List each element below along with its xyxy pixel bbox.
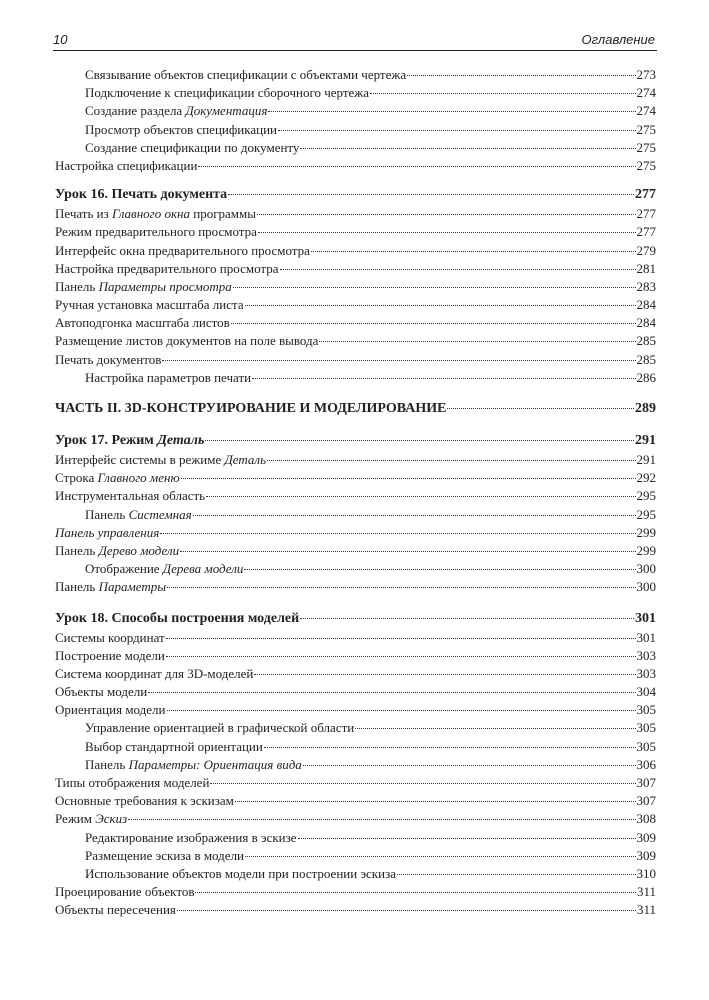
toc-entry-title xyxy=(55,451,266,469)
toc-lesson-heading xyxy=(55,184,656,205)
dot-leader xyxy=(210,782,635,784)
title-text-tail: программы xyxy=(190,206,256,222)
toc-entry-title xyxy=(55,810,127,828)
toc-entry-title xyxy=(85,738,263,756)
toc-page-number: 295 xyxy=(636,506,656,522)
toc-page-number: 277 xyxy=(636,206,656,222)
dot-leader xyxy=(128,818,635,820)
dot-leader xyxy=(280,268,636,270)
toc-entry-title xyxy=(55,157,197,175)
toc-page-number: 305 xyxy=(636,702,656,718)
toc-entry-title xyxy=(55,332,318,350)
toc-entry-title xyxy=(55,205,256,223)
toc-entry xyxy=(55,683,656,701)
toc-entry-title xyxy=(85,506,192,524)
toc-entry-title xyxy=(85,139,299,157)
toc-page-number: 301 xyxy=(636,629,656,645)
toc-page-number: 305 xyxy=(636,720,656,736)
toc-page-number: 311 xyxy=(636,902,656,918)
title-text: Панель xyxy=(85,756,129,772)
toc-page-number: 285 xyxy=(636,351,656,367)
toc-entry-title xyxy=(85,829,297,847)
title-text: Урок 18. Способы построения моделей xyxy=(55,610,300,626)
toc-page-number: 275 xyxy=(636,121,656,137)
toc-entry-title xyxy=(55,487,205,505)
toc-page-number: 303 xyxy=(636,647,656,663)
toc-entry-title xyxy=(55,683,147,701)
dot-leader xyxy=(148,691,635,693)
title-text: Автоподгонка масштаба листов xyxy=(55,315,230,331)
toc-entry xyxy=(55,647,656,665)
toc-entry xyxy=(55,260,656,278)
dot-leader xyxy=(167,709,636,711)
dot-leader xyxy=(235,800,636,802)
toc-page-number: 310 xyxy=(636,865,656,881)
dot-leader xyxy=(257,213,636,215)
title-italic-text: Деталь xyxy=(224,452,266,467)
toc-entry xyxy=(55,314,656,332)
title-text: Печать документов xyxy=(55,351,162,367)
toc-entry-title xyxy=(85,66,406,84)
title-text: Отображение xyxy=(85,561,163,577)
toc-entry xyxy=(55,883,656,901)
toc-entry-title xyxy=(85,369,251,387)
toc-entry-title xyxy=(55,278,232,296)
dot-leader xyxy=(254,673,635,675)
toc-lesson-heading xyxy=(55,430,656,451)
toc-entry xyxy=(55,629,656,647)
toc-entry xyxy=(55,296,656,314)
dot-leader xyxy=(167,586,635,588)
toc-entry-title xyxy=(55,398,446,419)
title-italic-text: Дерева модели xyxy=(162,561,244,577)
toc-page-number: 274 xyxy=(636,85,656,101)
toc-entry xyxy=(55,506,656,524)
toc-entry-title xyxy=(85,102,267,120)
title-text: Размещение эскиза в модели xyxy=(85,847,245,863)
toc-entry-title xyxy=(55,647,165,665)
toc-entry xyxy=(55,901,656,919)
dot-leader xyxy=(244,568,635,570)
toc-entry-title xyxy=(55,774,209,792)
toc-entry xyxy=(55,701,656,719)
title-text: Ориентация модели xyxy=(55,702,166,718)
toc-entry-title xyxy=(55,296,244,314)
toc-entry xyxy=(55,66,656,84)
dot-leader xyxy=(166,655,636,657)
toc-entry-title xyxy=(85,719,354,737)
toc-entry-title xyxy=(55,351,161,369)
dot-leader xyxy=(181,477,636,479)
toc-entry xyxy=(55,719,656,737)
dot-leader xyxy=(233,286,636,288)
toc-entry xyxy=(55,369,656,387)
toc-entry xyxy=(55,810,656,828)
dot-leader xyxy=(162,359,635,361)
toc-entry-title xyxy=(85,121,277,139)
toc-page-number: 306 xyxy=(636,756,656,772)
dot-leader xyxy=(407,74,635,76)
dot-leader xyxy=(245,304,636,306)
dot-leader xyxy=(228,193,634,195)
toc-entry-title xyxy=(55,542,179,560)
dot-leader xyxy=(311,250,636,252)
toc-entry xyxy=(55,102,656,120)
dot-leader xyxy=(355,727,635,729)
title-text: Проецирование объектов xyxy=(55,884,195,900)
title-text: Управление ориентацией в графической области xyxy=(85,720,355,736)
toc-page-number: 299 xyxy=(636,524,656,540)
toc-entry xyxy=(55,139,656,157)
title-italic-text: Параметры: Ориентация вида xyxy=(128,756,302,772)
dot-leader xyxy=(160,532,635,534)
dot-leader xyxy=(370,92,635,94)
toc-entry xyxy=(55,542,656,560)
title-italic-text: Деталь xyxy=(157,433,205,448)
dot-leader xyxy=(258,231,636,233)
toc-entry xyxy=(55,738,656,756)
title-italic-text: Эскиз xyxy=(95,811,128,827)
toc-page-number: 291 xyxy=(635,433,656,448)
toc-entry xyxy=(55,121,656,139)
toc-lesson-heading xyxy=(55,608,656,629)
title-text: Настройка спецификации xyxy=(55,157,198,173)
dot-leader xyxy=(205,439,634,441)
toc-entry-title xyxy=(55,260,279,278)
title-text: Урок 16. Печать документа xyxy=(55,187,228,203)
toc-entry-title xyxy=(55,792,234,810)
toc-page-number: 277 xyxy=(636,224,656,240)
title-text: Выбор стандартной ориентации xyxy=(85,738,263,754)
section-gap xyxy=(55,175,656,184)
toc-page-number: 275 xyxy=(636,157,656,173)
toc-page-number: 299 xyxy=(636,542,656,558)
toc-page-number: 301 xyxy=(635,610,656,626)
title-text: Создание раздела xyxy=(85,103,186,119)
title-text: Панель xyxy=(55,579,99,595)
dot-leader xyxy=(177,909,636,911)
toc-entry xyxy=(55,487,656,505)
title-text: Использование объектов модели при построении эскиза xyxy=(85,865,396,881)
dot-leader xyxy=(252,377,635,379)
toc-page-number: 307 xyxy=(636,775,656,790)
toc-entry-title xyxy=(55,469,180,487)
running-title: Оглавление xyxy=(581,32,655,47)
toc-entry-title xyxy=(85,756,302,774)
dot-leader xyxy=(195,891,635,893)
section-gap xyxy=(55,387,656,398)
title-text: Режим xyxy=(55,811,96,827)
title-italic-text: Параметры просмотра xyxy=(98,278,232,294)
toc-part-heading xyxy=(55,398,656,419)
toc-page-number: 291 xyxy=(636,452,656,467)
dot-leader xyxy=(319,340,635,342)
toc-page-number: 307 xyxy=(636,793,656,809)
toc-page-number: 303 xyxy=(636,665,656,681)
toc-entry-title xyxy=(55,223,257,241)
toc-entry-title xyxy=(85,84,369,102)
title-italic-text: Панель управления xyxy=(55,524,160,540)
toc-entry-title xyxy=(55,665,253,683)
dot-leader xyxy=(245,855,635,857)
toc-entry xyxy=(55,205,656,223)
toc-entry-title xyxy=(55,314,230,332)
dot-leader xyxy=(397,873,636,875)
toc-entry xyxy=(55,665,656,683)
toc-entry-title xyxy=(55,608,299,629)
dot-leader xyxy=(298,837,636,839)
title-text: Печать из xyxy=(55,206,113,222)
title-text: Режим предварительного просмотра xyxy=(55,224,257,240)
title-italic-text: Документация xyxy=(185,103,268,119)
title-text: Настройка параметров печати xyxy=(85,369,252,385)
dot-leader xyxy=(267,459,636,461)
toc-page-number: 273 xyxy=(636,67,656,82)
title-text: Урок 17. Режим xyxy=(55,433,158,448)
dot-leader xyxy=(206,495,635,497)
title-text: Основные требования к эскизам xyxy=(55,793,234,809)
toc-page-number: 304 xyxy=(636,684,656,700)
title-text: Строка xyxy=(55,470,98,486)
toc-entry-title xyxy=(55,701,166,719)
toc-page-number: 309 xyxy=(636,829,656,845)
toc-page-number: 274 xyxy=(636,103,656,119)
title-italic-text: Главного окна xyxy=(112,206,190,222)
toc-page-number: 286 xyxy=(636,369,656,385)
toc-page-number: 279 xyxy=(636,242,656,258)
title-text: Объекты пересечения xyxy=(55,902,176,918)
title-text: Системы координат xyxy=(55,629,165,645)
toc-page-number: 295 xyxy=(636,488,656,504)
dot-leader xyxy=(300,147,635,149)
toc-entry-title xyxy=(85,560,243,578)
toc-page-number: 309 xyxy=(636,847,656,863)
toc-entry xyxy=(55,157,656,175)
toc-page-number: 284 xyxy=(636,315,656,331)
toc-page-number: 285 xyxy=(636,333,656,349)
toc-entry xyxy=(55,756,656,774)
dot-leader xyxy=(278,129,635,131)
toc-entry-title xyxy=(85,865,396,883)
title-text: Подключение к спецификации сборочного чертежа xyxy=(85,85,370,101)
dot-leader xyxy=(231,322,636,324)
toc-entry-title xyxy=(55,430,204,451)
toc-entry xyxy=(55,792,656,810)
toc-entry xyxy=(55,865,656,883)
title-text: Ручная установка масштаба листа xyxy=(55,297,244,313)
toc-entry xyxy=(55,829,656,847)
toc-entry-title xyxy=(55,184,227,205)
toc-page-number: 283 xyxy=(636,278,656,294)
title-italic-text: Дерево модели xyxy=(98,542,180,558)
toc-entry-title xyxy=(55,242,310,260)
dot-leader xyxy=(193,514,636,516)
title-text: Редактирование изображения в эскизе xyxy=(85,829,297,845)
toc-entry xyxy=(55,560,656,578)
toc-entry-title xyxy=(55,629,165,647)
table-of-contents xyxy=(55,66,656,920)
title-italic-text: Системная xyxy=(128,506,192,522)
dot-leader xyxy=(180,550,635,552)
toc-entry xyxy=(55,351,656,369)
toc-page-number: 300 xyxy=(636,561,656,577)
title-text: Связывание объектов спецификации с объектами чертежа xyxy=(85,67,407,82)
toc-entry xyxy=(55,84,656,102)
title-text: Построение модели xyxy=(55,647,165,663)
toc-page-number: 284 xyxy=(636,297,656,313)
section-gap xyxy=(55,597,656,608)
toc-entry xyxy=(55,278,656,296)
title-text: Настройка предварительного просмотра xyxy=(55,260,279,276)
dot-leader xyxy=(300,617,634,619)
title-text: Создание спецификации по документу xyxy=(85,139,300,155)
toc-page-number: 277 xyxy=(635,187,656,203)
dot-leader xyxy=(303,764,636,766)
page-header xyxy=(53,30,657,51)
toc-page-number: 305 xyxy=(636,738,656,754)
title-text: Типы отображения моделей xyxy=(55,775,210,790)
title-text: Размещение листов документов на поле вывода xyxy=(55,333,319,349)
toc-entry-title xyxy=(55,578,166,596)
dot-leader xyxy=(166,637,636,639)
toc-page-number: 275 xyxy=(636,139,656,155)
toc-page-number: 308 xyxy=(636,811,656,827)
toc-page-number: 289 xyxy=(635,401,656,416)
title-italic-text: Главного меню xyxy=(97,470,180,486)
title-text: Система координат для 3D-моделей xyxy=(55,665,254,681)
title-text: ЧАСТЬ II. 3D-КОНСТРУИРОВАНИЕ И МОДЕЛИРОВАНИЕ xyxy=(55,401,447,416)
toc-entry xyxy=(55,332,656,350)
toc-entry xyxy=(55,524,656,542)
toc-entry xyxy=(55,578,656,596)
toc-entry xyxy=(55,451,656,469)
title-text: Объекты модели xyxy=(55,684,148,700)
dot-leader xyxy=(268,110,635,112)
toc-entry-title xyxy=(55,883,194,901)
page-number: 10 xyxy=(53,32,68,47)
toc-entry xyxy=(55,847,656,865)
title-italic-text: Параметры xyxy=(98,579,167,595)
dot-leader xyxy=(264,746,636,748)
toc-entry-title xyxy=(55,524,159,542)
title-text: Интерфейс системы в режиме xyxy=(55,452,225,467)
section-gap xyxy=(55,419,656,430)
toc-entry xyxy=(55,242,656,260)
title-text: Просмотр объектов спецификации xyxy=(85,121,278,137)
toc-entry xyxy=(55,223,656,241)
toc-entry-title xyxy=(55,901,176,919)
title-text: Панель xyxy=(85,506,129,522)
title-text: Панель xyxy=(55,278,99,294)
toc-entry xyxy=(55,469,656,487)
toc-entry xyxy=(55,774,656,792)
dot-leader xyxy=(198,165,635,167)
toc-page-number: 300 xyxy=(636,579,656,595)
toc-page-number: 311 xyxy=(636,884,656,900)
title-text: Панель xyxy=(55,542,99,558)
title-text: Инструментальная область xyxy=(55,488,206,504)
toc-entry-title xyxy=(85,847,244,865)
toc-page-number: 281 xyxy=(636,260,656,276)
toc-page-number: 292 xyxy=(636,470,656,486)
dot-leader xyxy=(447,407,634,409)
title-text: Интерфейс окна предварительного просмотра xyxy=(55,242,310,258)
